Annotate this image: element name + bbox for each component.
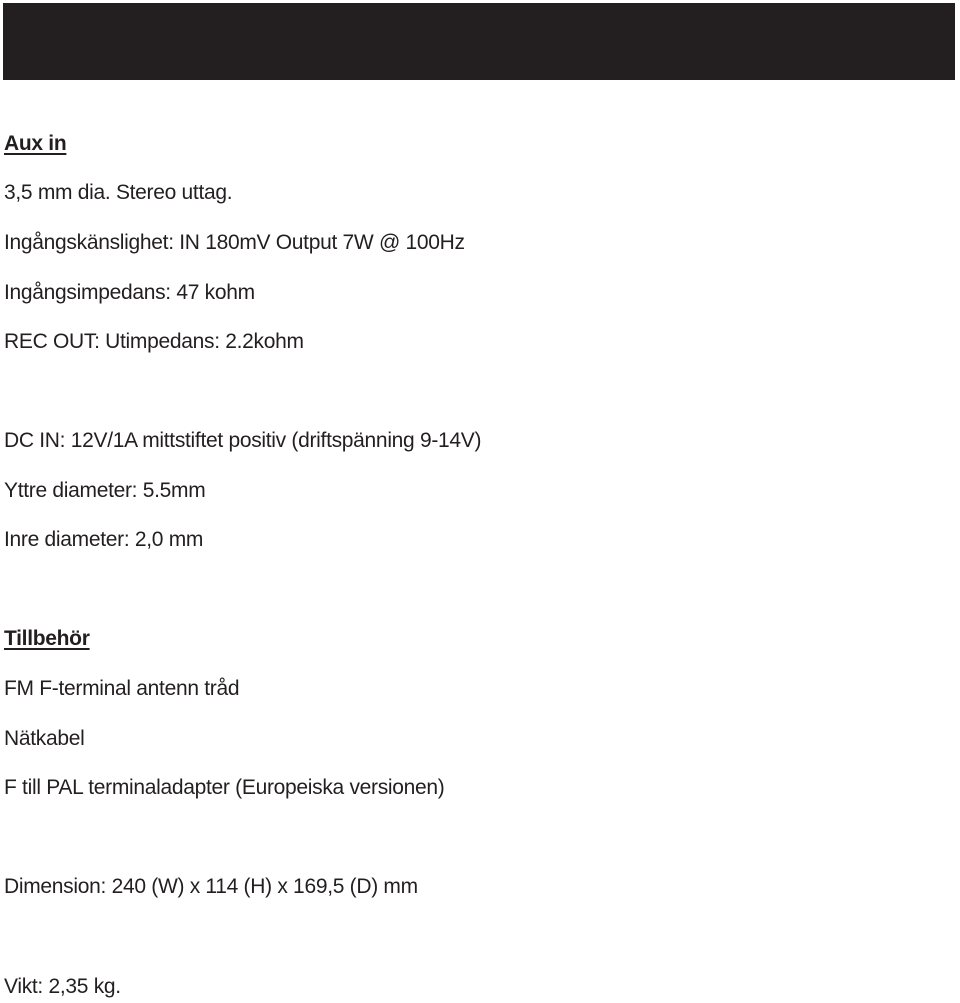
weight-line: Vikt: 2,35 kg. (4, 975, 121, 998)
aux-in-jack-line: 3,5 mm dia. Stereo uttag. (4, 181, 233, 204)
accessory-power-cable-line: Nätkabel (4, 727, 85, 750)
section-heading-accessories: Tillbehör (4, 627, 90, 650)
accessory-fm-antenna-line: FM F-terminal antenn tråd (4, 677, 240, 700)
inner-diameter-line: Inre diameter: 2,0 mm (4, 528, 204, 551)
rec-out-impedance-line: REC OUT: Utimpedans: 2.2kohm (4, 330, 304, 353)
aux-in-sensitivity-line: Ingångskänslighet: IN 180mV Output 7W @ 100Hz (4, 231, 465, 254)
dimension-line: Dimension: 240 (W) x 114 (H) x 169,5 (D) mm (4, 875, 418, 898)
dc-in-line: DC IN: 12V/1A mittstiftet positiv (driftspänning 9-14V) (4, 429, 482, 452)
outer-diameter-line: Yttre diameter: 5.5mm (4, 479, 206, 502)
aux-in-impedance-line: Ingångsimpedans: 47 kohm (4, 281, 255, 304)
accessory-adapter-line: F till PAL terminaladapter (Europeiska versionen) (4, 776, 445, 799)
header-bar (3, 3, 955, 80)
section-heading-aux-in: Aux in (4, 132, 67, 155)
